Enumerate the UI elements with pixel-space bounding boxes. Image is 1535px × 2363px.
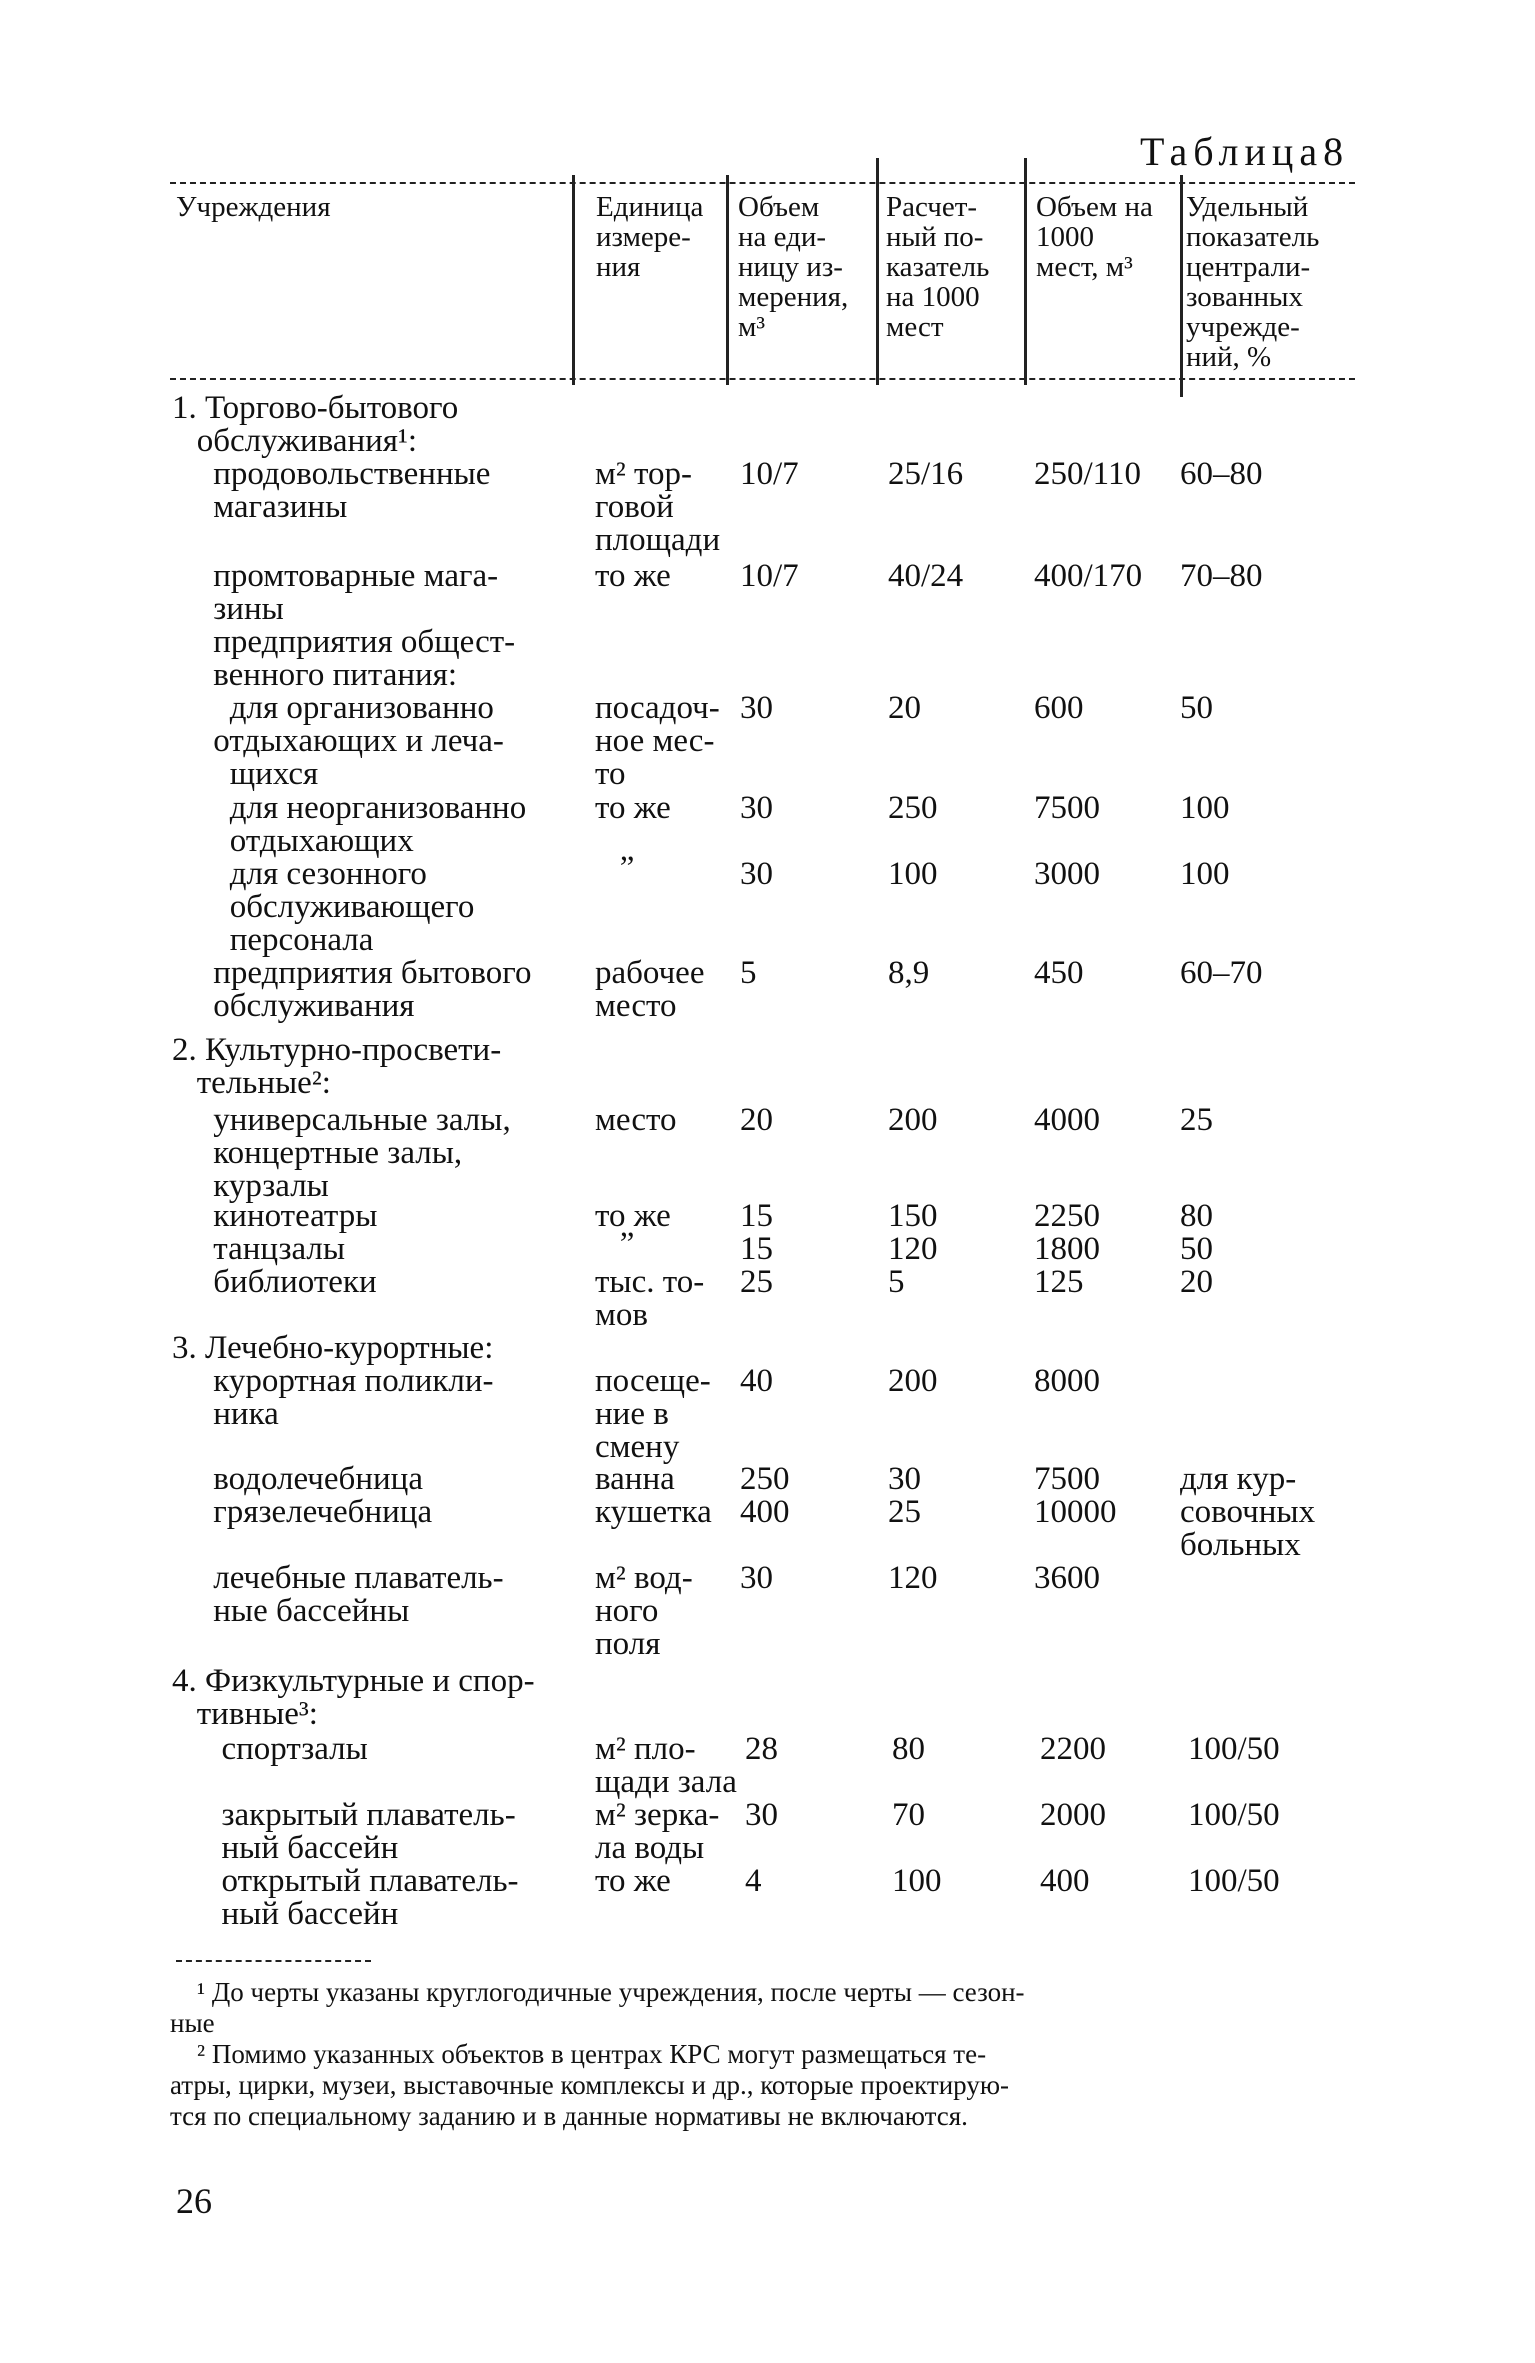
row-name: универсальные залы, концертные залы, курзалы	[213, 1102, 511, 1204]
table-title: Таблица8	[1140, 129, 1350, 174]
header-divider-3	[876, 158, 879, 385]
row-unit: то же	[595, 1863, 671, 1899]
row-volume: 30	[740, 790, 773, 826]
row-calc: 120	[888, 1231, 938, 1267]
row-volume-1000: 250/110	[1034, 456, 1141, 492]
row-specific: 100/50	[1188, 1731, 1280, 1767]
header-bottom-rule	[170, 378, 1355, 380]
row-name: 4. Физкультурные и спор- тивные³:	[172, 1663, 535, 1732]
footnote-2: ² Помимо указанных объектов в центрах КРС могут размещаться те- атры, цирки, музеи, выставочные комплексы и др., которые проектирую- тся по специальному заданию и в данные нормативы не включаются.	[170, 2039, 1009, 2131]
row-name: водолечебница	[172, 1461, 423, 1497]
row-volume: 400	[740, 1494, 790, 1530]
row-unit: ванна	[595, 1461, 675, 1497]
row-unit: место	[595, 1102, 677, 1138]
row-name: библиотеки	[172, 1264, 377, 1300]
row-unit: рабочее место	[595, 955, 705, 1024]
row-calc: 25	[888, 1494, 921, 1530]
row-volume-1000: 7500	[1034, 790, 1100, 826]
row-volume-1000: 2200	[1040, 1731, 1106, 1767]
row-specific: 80	[1180, 1198, 1213, 1234]
row-calc: 120	[888, 1560, 938, 1596]
row-volume: 10/7	[740, 456, 799, 492]
row-volume-1000: 2000	[1040, 1797, 1106, 1833]
row-volume: 250	[740, 1461, 790, 1497]
row-unit: м² пло- щади зала	[595, 1731, 737, 1800]
row-calc: 70	[892, 1797, 925, 1833]
row-volume: 20	[740, 1102, 773, 1138]
header-unit: Единица измере- ния	[596, 191, 704, 283]
row-name: 2. Культурно-просвети- тельные²:	[172, 1032, 502, 1101]
header-volume-per-1000: Объем на 1000 мест, м³	[1036, 191, 1153, 283]
row-name: кинотеатры	[172, 1198, 378, 1234]
row-calc: 8,9	[888, 955, 930, 991]
row-volume-1000: 600	[1034, 690, 1084, 726]
row-calc: 25/16	[888, 456, 964, 492]
row-volume-1000: 3000	[1034, 856, 1100, 892]
row-specific: 60–80	[1180, 456, 1263, 492]
row-specific: 60–70	[1180, 955, 1263, 991]
row-calc: 200	[888, 1102, 938, 1138]
row-volume: 25	[740, 1264, 773, 1300]
page-number: 26	[176, 2181, 212, 2221]
row-name: предприятия общест- венного питания:	[213, 624, 516, 693]
row-volume: 28	[745, 1731, 778, 1767]
row-calc: 150	[888, 1198, 938, 1234]
header-divider-1	[572, 175, 575, 385]
row-specific: 100/50	[1188, 1863, 1280, 1899]
row-volume-1000: 400	[1040, 1863, 1090, 1899]
row-unit: ”	[595, 850, 635, 886]
row-name: для сезонного обслуживающего персонала	[229, 856, 475, 958]
row-calc: 20	[888, 690, 921, 726]
row-volume-1000: 10000	[1034, 1494, 1117, 1530]
footnote-1: ¹ До черты указаны круглогодичные учреждения, после черты — сезон- ные	[170, 1977, 1025, 2038]
row-volume: 30	[745, 1797, 778, 1833]
row-volume-1000: 8000	[1034, 1363, 1100, 1399]
row-name: 3. Лечебно-курортные:	[172, 1330, 494, 1366]
row-volume-1000: 450	[1034, 955, 1084, 991]
row-calc: 200	[888, 1363, 938, 1399]
row-name: открытый плаватель- ный бассейн	[221, 1863, 519, 1932]
row-volume: 40	[740, 1363, 773, 1399]
row-unit: то же	[595, 558, 671, 594]
row-calc: 30	[888, 1461, 921, 1497]
row-name: продовольственные магазины	[213, 456, 491, 525]
row-name: спортзалы	[172, 1731, 368, 1767]
row-volume-1000: 7500	[1034, 1461, 1100, 1497]
row-volume: 15	[740, 1231, 773, 1267]
row-specific: 100	[1180, 790, 1230, 826]
row-unit: м² вод- ного поля	[595, 1560, 693, 1662]
row-specific: для кур- совочных больных	[1180, 1461, 1316, 1563]
row-volume-1000: 1800	[1034, 1231, 1100, 1267]
header-calc-indicator: Расчет- ный по- казатель на 1000 мест	[886, 191, 990, 343]
row-specific: 70–80	[1180, 558, 1263, 594]
row-volume: 30	[740, 1560, 773, 1596]
row-calc: 5	[888, 1264, 905, 1300]
header-top-rule	[170, 182, 1355, 184]
row-unit: м² зерка- ла воды	[595, 1797, 720, 1866]
row-volume: 30	[740, 856, 773, 892]
row-calc: 250	[888, 790, 938, 826]
row-volume-1000: 4000	[1034, 1102, 1100, 1138]
row-calc: 80	[892, 1731, 925, 1767]
row-name: для организованно отдыхающих и леча- щихся	[213, 690, 504, 792]
row-name: для неорганизованно отдыхающих	[229, 790, 527, 859]
row-calc: 40/24	[888, 558, 964, 594]
header-divider-4	[1024, 158, 1027, 385]
row-name: закрытый плаватель- ный бассейн	[221, 1797, 516, 1866]
row-specific: 100/50	[1188, 1797, 1280, 1833]
footnote-rule	[176, 1960, 371, 1962]
row-unit: тыс. то- мов	[595, 1264, 705, 1333]
row-unit: м² тор- говой площади	[595, 456, 721, 558]
row-volume: 30	[740, 690, 773, 726]
row-name: танцзалы	[172, 1231, 346, 1267]
header-institutions: Учреждения	[176, 191, 331, 223]
row-unit: кушетка	[595, 1494, 712, 1530]
row-unit: то же	[595, 1198, 671, 1234]
row-volume: 10/7	[740, 558, 799, 594]
row-name: 1. Торгово-бытового обслуживания¹:	[172, 390, 459, 459]
row-specific: 50	[1180, 1231, 1213, 1267]
header-specific-indicator: Удельный показатель централи- зованных учрежде- ний, %	[1186, 191, 1320, 373]
row-calc: 100	[888, 856, 938, 892]
row-name: курортная поликли- ника	[213, 1363, 494, 1432]
header-divider-5	[1180, 175, 1183, 397]
row-unit: посадоч- ное мес- то	[595, 690, 720, 792]
row-unit: посеще- ние в смену	[595, 1363, 711, 1465]
row-volume-1000: 2250	[1034, 1198, 1100, 1234]
row-specific: 100	[1180, 856, 1230, 892]
row-specific: 25	[1180, 1102, 1213, 1138]
row-volume: 4	[745, 1863, 762, 1899]
row-specific: 50	[1180, 690, 1213, 726]
row-specific: 20	[1180, 1264, 1213, 1300]
row-volume-1000: 400/170	[1034, 558, 1143, 594]
row-name: промтоварные мага- зины	[213, 558, 499, 627]
header-divider-2	[726, 175, 729, 385]
row-volume-1000: 3600	[1034, 1560, 1100, 1596]
row-unit: то же	[595, 790, 671, 826]
row-name: предприятия бытового обслуживания	[213, 955, 532, 1024]
row-unit: ”	[595, 1226, 635, 1262]
header-volume-per-unit: Объем на еди- ницу из- мерения, м³	[738, 191, 849, 343]
row-volume: 5	[740, 955, 757, 991]
row-calc: 100	[892, 1863, 942, 1899]
row-name: грязелечебница	[172, 1494, 433, 1530]
row-volume: 15	[740, 1198, 773, 1234]
row-name: лечебные плаватель- ные бассейны	[213, 1560, 504, 1629]
row-volume-1000: 125	[1034, 1264, 1084, 1300]
